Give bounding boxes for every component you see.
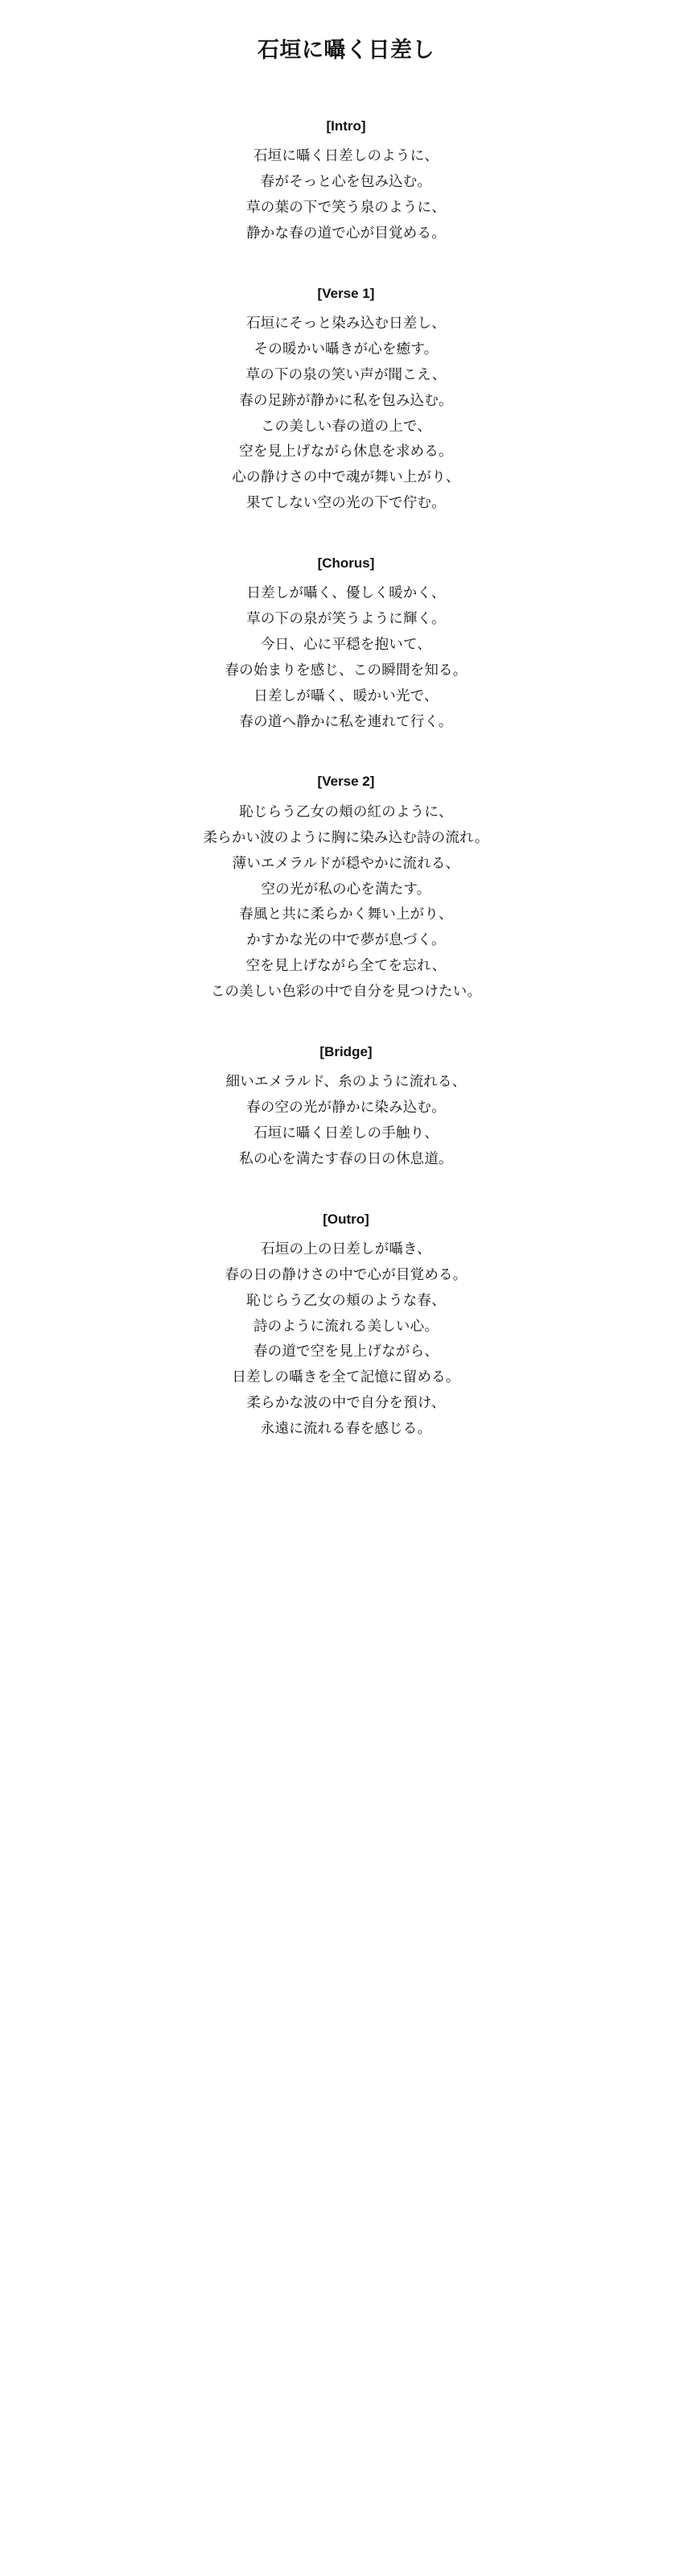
lyric-line: 果てしない空の光の下で佇む。 [246,494,446,511]
lyric-line: かすかな光の中で夢が息づく。 [246,931,446,948]
lyrics-section [32,771,660,1004]
lyric-line: 春風と共に柔らかく舞い上がり、 [239,906,453,923]
lyric-line: 春がそっと心を包み込む。 [260,173,432,190]
lyric-line: 草の下の泉の笑い声が聞こえ、 [245,365,447,382]
section-lines [32,799,660,1005]
section-label: [Bridge] [319,1043,373,1059]
section-label: [Outro] [323,1211,369,1227]
lyric-line: 石垣にそっと染み込む日差し、 [246,315,446,332]
lyric-line: 春の日の静けさの中で心が目覚める。 [224,1265,468,1282]
section-label: [Verse 1] [317,285,375,301]
lyric-line: 春の道で空を見上げながら、 [253,1343,439,1360]
lyrics-section [32,1209,660,1442]
lyric-line: 春の始まりを感じ、この瞬間を知る。 [224,661,468,678]
section-lines [32,311,660,516]
lyric-line: 私の心を満たす春の日の休息道。 [239,1150,453,1166]
section-label: [Intro] [326,118,366,134]
lyrics-section [32,283,660,516]
lyric-line: 春の空の光が静かに染み込む。 [246,1099,446,1116]
lyrics-section [32,1042,660,1172]
lyric-line: 草の下の泉が笑うように輝く。 [246,610,446,627]
lyric-line: 薄いエメラルドが穏やかに流れる、 [232,854,460,871]
lyric-line: 石垣に囁く日差しのように、 [253,147,439,164]
section-label: [Verse 2] [317,774,375,790]
lyric-line: 永遠に流れる春を感じる。 [260,1420,432,1437]
section-lines [32,143,660,246]
lyric-line: 草の葉の下で笑う泉のように、 [246,198,446,215]
lyric-line: 空を見上げながら全てを忘れ、 [245,957,447,974]
lyric-line: 石垣に囁く日差しの手触り、 [253,1124,439,1141]
lyrics-section [32,116,660,246]
lyric-line: 恥じらう乙女の頬の紅のように、 [239,803,453,819]
lyric-line: 春の道へ静かに私を連れて行く。 [239,712,453,729]
lyric-line: 柔らかい波のように胸に染み込む詩の流れ。 [203,828,489,845]
lyric-line: その暖かい囁きが心を癒す。 [253,341,439,357]
lyric-line: この美しい春の道の上で、 [260,417,432,434]
lyric-line: 日差しが囁く、暖かい光で、 [253,687,439,704]
lyric-line: 静かな春の道で心が目覚める。 [246,224,446,241]
lyrics-section [32,553,660,735]
section-label: [Chorus] [317,555,375,571]
lyric-line: 空の光が私の心を満たす。 [261,880,431,897]
lyric-line: 石垣の上の日差しが囁き、 [261,1241,431,1257]
lyric-line: 細いエメラルド、糸のように流れる、 [225,1073,467,1090]
lyric-line: 今日、心に平穏を抱いて、 [260,636,432,653]
section-lines [32,580,660,734]
lyric-line: 日差しが囁く、優しく暖かく、 [246,584,446,601]
lyric-line: この美しい色彩の中で自分を見つけたい。 [210,982,482,999]
lyric-line: 恥じらう乙女の頬のような春、 [246,1291,446,1308]
page-title: 石垣に囁く日差し [257,38,435,62]
lyrics-sections [32,116,660,1442]
lyric-line: 春の足跡が静かに私を包み込む。 [239,391,453,408]
lyric-line: 心の静けさの中で魂が舞い上がり、 [232,469,460,485]
section-lines [32,1236,660,1442]
lyric-line: 柔らかな波の中で自分を預け、 [246,1394,446,1411]
lyric-line: 日差しの囁きを全て記憶に留める。 [232,1368,460,1385]
lyric-line: 空を見上げながら休息を求める。 [239,443,453,460]
lyric-line: 詩のように流れる美しい心。 [253,1317,439,1334]
section-lines [32,1069,660,1171]
